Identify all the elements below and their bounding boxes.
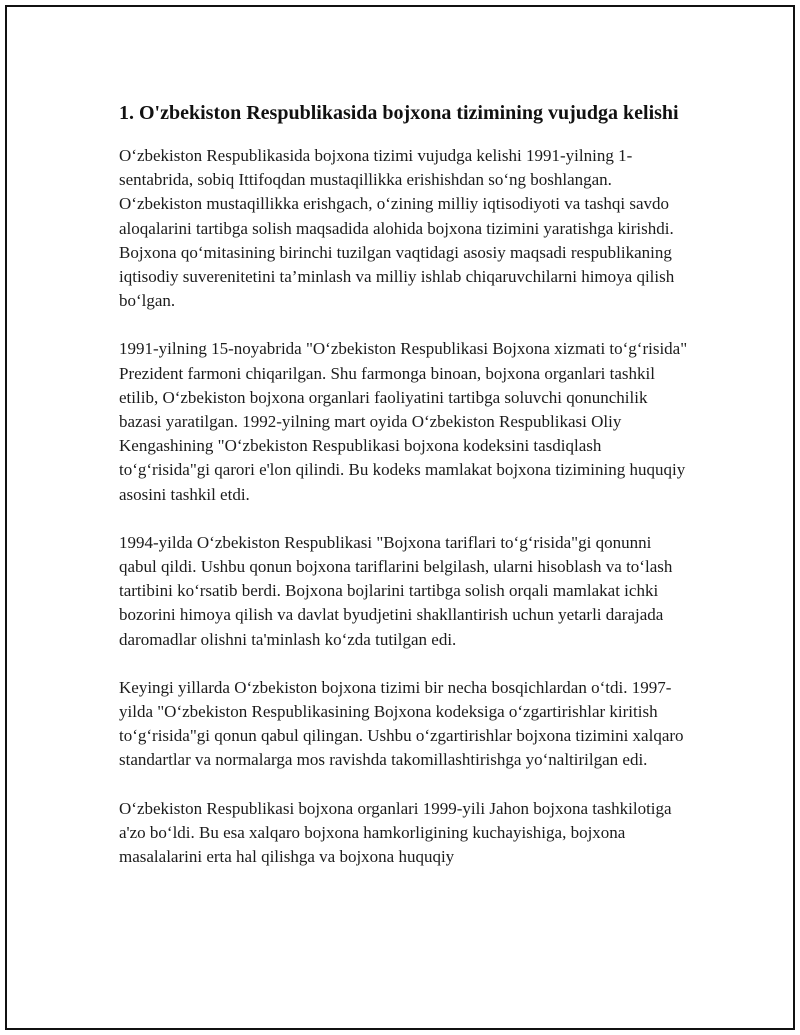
paragraph-3: 1994-yilda O‘zbekiston Respublikasi "Bojxona tariflari to‘g‘risida"gi qonunni qabul qildi. Ushbu qonun bojxona tariflarini belgilash, ularni hisoblash va to‘lash tartibini ko‘rsatib berdi. Bojxona bojlarini tartibga solish orqali mamlakat ichki bozorini himoya qilish va davlat byudjetini shakllantirish uchun yetarli darajada daromadlar olishni ta'minlash ko‘zda tutilgan edi. — [119, 532, 673, 649]
paragraph-1: O‘zbekiston Respublikasida bojxona tizimi vujudga kelishi 1991-yilning 1-sentabrida, sobiq Ittifoqdan mustaqillikka erishishdan so‘ng boshlangan. O‘zbekiston mustaqillikka erishgach, o‘zining milliy iqtisodiyoti va tashqi savdo aloqalarini tartibga solish maqsadida alohida bojxona tizimini yaratishga kirishdi. Bojxona qo‘mitasining birinchi tuzilgan vaqtidagi asosiy maqsadi respublikaning iqtisodiy suverenitetini ta’minlash va milliy ishlab chiqaruvchilarni himoya qilish bo‘lgan. — [119, 146, 675, 311]
document-page — [5, 5, 795, 1030]
paragraph-2: 1991-yilning 15-noyabrida "O‘zbekiston Respublikasi Bojxona xizmati to‘g‘risida" Prezident farmoni chiqarilgan. Shu farmonga binoan, bojxona organlari tashkil etilib, O‘zbekiston bojxona organlari faoliyatini tartibga soluvchi qonunchilik bazasi yaratilgan. 1992-yilning mart oyida O‘zbekiston Respublikasi Oliy Kengashining "O‘zbekiston Respublikasi bojxona kodeksini tasdiqlash to‘g‘risida"gi qarori e'lon qilindi. Bu kodeks mamlakat bojxona tizimining huquqiy asosini tashkil etdi. — [119, 339, 688, 504]
paragraph-4: Keyingi yillarda O‘zbekiston bojxona tizimi bir necha bosqichlardan o‘tdi. 1997-yilda "O‘zbekiston Respublikasining Bojxona kodeksiga o‘zgartirishlar kiritish to‘g‘risida"gi qonun qabul qilingan. Ushbu o‘zgartirishlar bojxona tizimini xalqaro standartlar va normalarga mos ravishda takomillashtirishga yo‘naltirilgan edi. — [119, 677, 684, 770]
paragraph-5: O‘zbekiston Respublikasi bojxona organlari 1999-yili Jahon bojxona tashkilotiga a'zo bo‘ldi. Bu esa xalqaro bojxona hamkorligining kuchayishiga, bojxona masalalarini erta hal qilishga va bojxona huquqiy — [119, 798, 672, 867]
document-body — [119, 99, 689, 893]
section-heading: 1. O'zbekiston Respublikasida bojxona tizimining vujudga kelishi — [119, 102, 679, 124]
